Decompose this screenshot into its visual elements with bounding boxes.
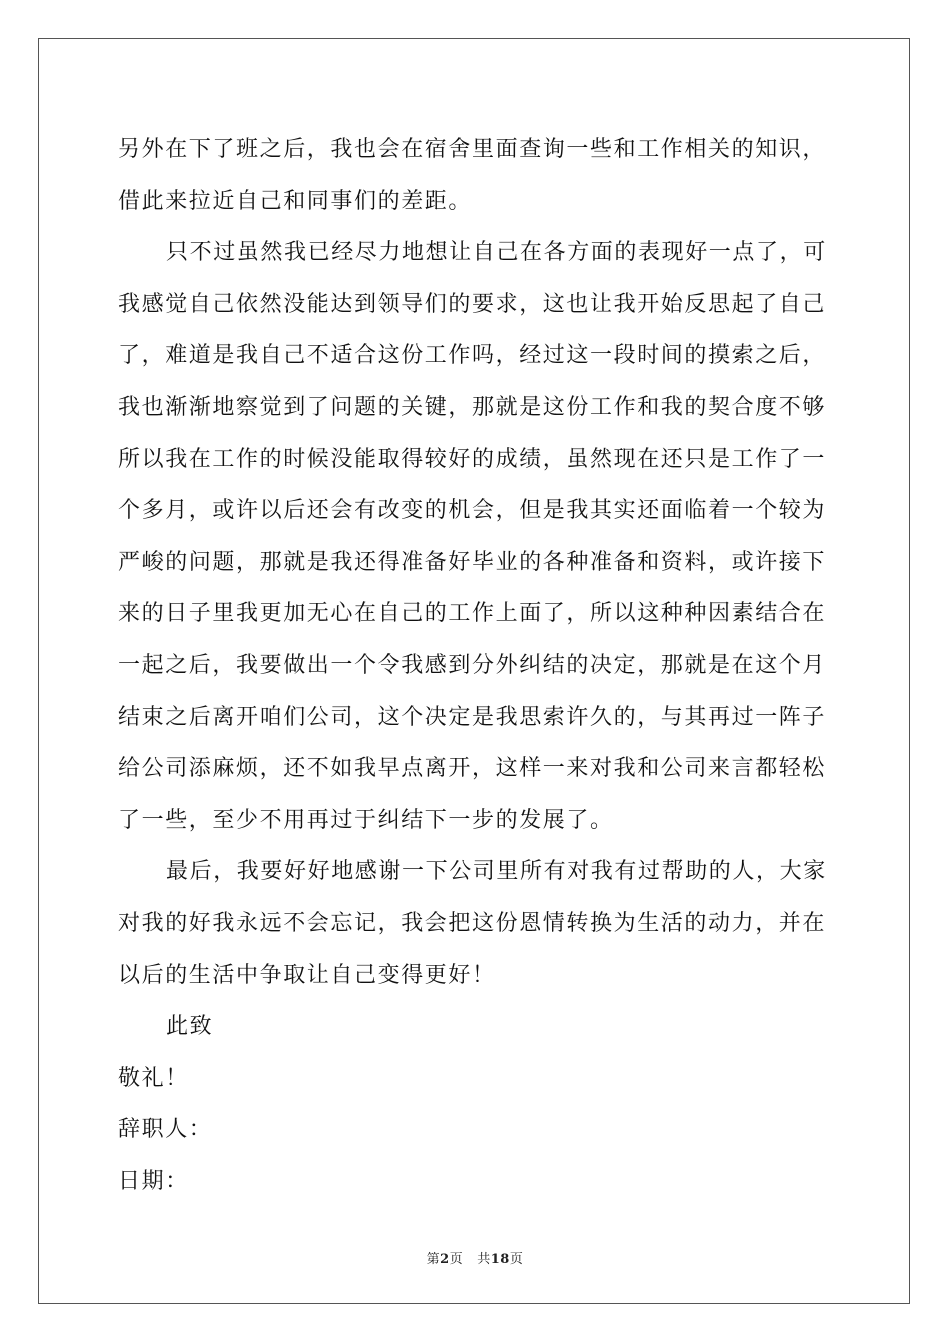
page-suffix: 页 [449,1252,464,1267]
body-line: 来的日子里我更加无心在自己的工作上面了，所以这种种因素结合在 [118,601,827,627]
total-pages: 18 [490,1252,510,1267]
paragraph-start-line: 最后，我要好好地感谢一下公司里所有对我有过帮助的人，大家 [166,859,827,885]
body-line: 了，难道是我自己不适合这份工作吗，经过这一段时间的摸索之后， [118,343,827,369]
body-line: 结束之后离开咱们公司，这个决定是我思索许久的，与其再过一阵子 [118,704,827,730]
page-prefix: 第 [426,1252,441,1267]
body-line: 所以我在工作的时候没能取得较好的成绩，虽然现在还只是工作了一 [118,446,827,472]
body-line: 借此来拉近自己和同事们的差距。 [118,188,473,214]
page-footer [0,1248,950,1267]
signature-label: 辞职人： [118,1117,213,1143]
document-body [118,124,836,1207]
body-line: 对我的好我永远不会忘记，我会把这份恩情转换为生活的动力，并在 [118,910,827,936]
total-suffix: 页 [509,1252,524,1267]
body-line: 了一些，至少不用再过于纠结下一步的发展了。 [118,807,614,833]
page-current: 2 [440,1252,450,1267]
body-line: 另外在下了班之后，我也会在宿舍里面查询一些和工作相关的知识， [118,137,827,162]
closing-salutation: 此致 [166,1014,214,1040]
body-line: 个多月，或许以后还会有改变的机会，但是我其实还面临着一个较为 [118,498,827,524]
body-line: 我也渐渐地察觉到了问题的关键，那就是这份工作和我的契合度不够 [118,394,827,420]
body-line: 一起之后，我要做出一个令我感到分外纠结的决定，那就是在这个月 [118,652,827,678]
paragraph-start-line: 只不过虽然我已经尽力地想让自己在各方面的表现好一点了，可 [166,240,827,266]
closing-regards: 敬礼！ [118,1065,189,1091]
body-line: 以后的生活中争取让自己变得更好！ [118,962,496,988]
date-label: 日期： [118,1168,189,1194]
body-line: 严峻的问题，那就是我还得准备好毕业的各种准备和资料，或许接下 [118,549,827,575]
total-prefix: 共 [477,1252,491,1267]
body-line: 给公司添麻烦，还不如我早点离开，这样一来对我和公司来言都轻松 [118,756,827,782]
body-line: 我感觉自己依然没能达到领导们的要求，这也让我开始反思起了自己 [118,291,827,317]
